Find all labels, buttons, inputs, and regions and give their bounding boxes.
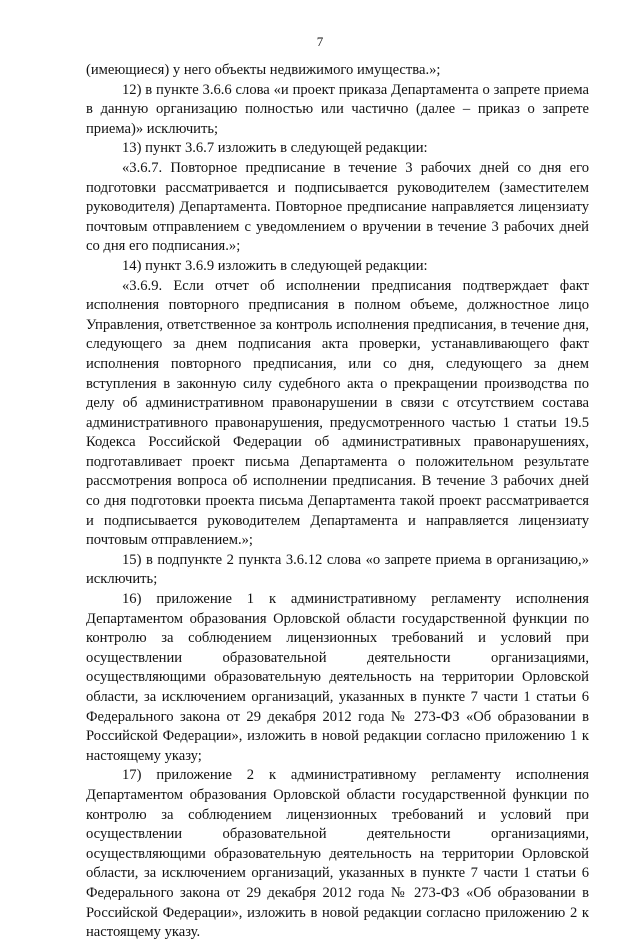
paragraph-item-16: 16) приложение 1 к административному регламенту исполнения Департаментом образования Орловской области государственной функции по контролю за соблюдением лицензионных требований и условий при осуществлении образовательной деятельности организациями, осуществляющими образовательную деятельность на территории Орловской области, за исключением организаций, указанных в пункте 7 части 1 статьи 6 Федерального закона от 29 декабря 2012 года № 273-ФЗ «Об образовании в Российской Федерации», изложить в новой редакции согласно приложению 1 к настоящему указу; [86, 591, 589, 764]
document-body [86, 61, 589, 943]
paragraph-clause-3-6-9: «3.6.9. Если отчет об исполнении предписания подтверждает факт исполнения повторного предписания в полном объеме, должностное лицо Управления, ответственное за контроль исполнения предписания, в течение дня, следующего за днем подписания акта проверки, устанавливающего факт исполнения повторного предписания, или со дня, следующего за днем вступления в законную силу судебного акта о прекращении производства по делу об административном правонарушении в связи с отсутствием состава административного правонарушения, предусмотренного частью 1 статьи 19.5 Кодекса Российской Федерации об административных правонарушениях, подготавливает проект письма Департамента о положительном результате рассмотрения вопроса об исполнении предписания. В течение 3 рабочих дней со дня подготовки проекта письма Департамента такой проект рассматривается и подписывается руководителем Департамента и направляется лицензиату почтовым отправлением.»; [86, 277, 589, 549]
paragraph-item-13: 13) пункт 3.6.7 изложить в следующей редакции: [122, 140, 428, 157]
paragraph-item-14: 14) пункт 3.6.9 изложить в следующей редакции: [122, 257, 428, 274]
paragraph-item-15: 15) в подпункте 2 пункта 3.6.12 слова «о запрете приема в организацию,» исключить; [86, 551, 589, 588]
page-number: 7 [316, 34, 324, 49]
paragraph-clause-3-6-7: «3.6.7. Повторное предписание в течение 3 рабочих дней со дня его подготовки рассматривается и подписывается руководителем (заместителем руководителя) Департамента. Повторное предписание направляется лицензиату почтовым отправлением с уведомлением о вручении в течение 3 рабочих дней со дня его подписания.»; [86, 159, 589, 255]
paragraph-item-17: 17) приложение 2 к административному регламенту исполнения Департаментом образования Орловской области государственной функции по контролю за соблюдением лицензионных требований и условий при осуществлении образовательной деятельности организациями, осуществляющими образовательную деятельность на территории Орловской области, за исключением организаций, указанных в пункте 7 части 1 статьи 6 Федерального закона от 29 декабря 2012 года № 273-ФЗ «Об образовании в Российской Федерации», изложить в новой редакции согласно приложению 2 к настоящему указу. [86, 767, 589, 941]
paragraph-item-12: 12) в пункте 3.6.6 слова «и проект приказа Департамента о запрете приема в данную организацию полностью или частично (далее – приказ о запрете приема)» исключить; [86, 81, 589, 137]
paragraph-continuation: (имеющиеся) у него объекты недвижимого имущества.»; [86, 62, 441, 78]
